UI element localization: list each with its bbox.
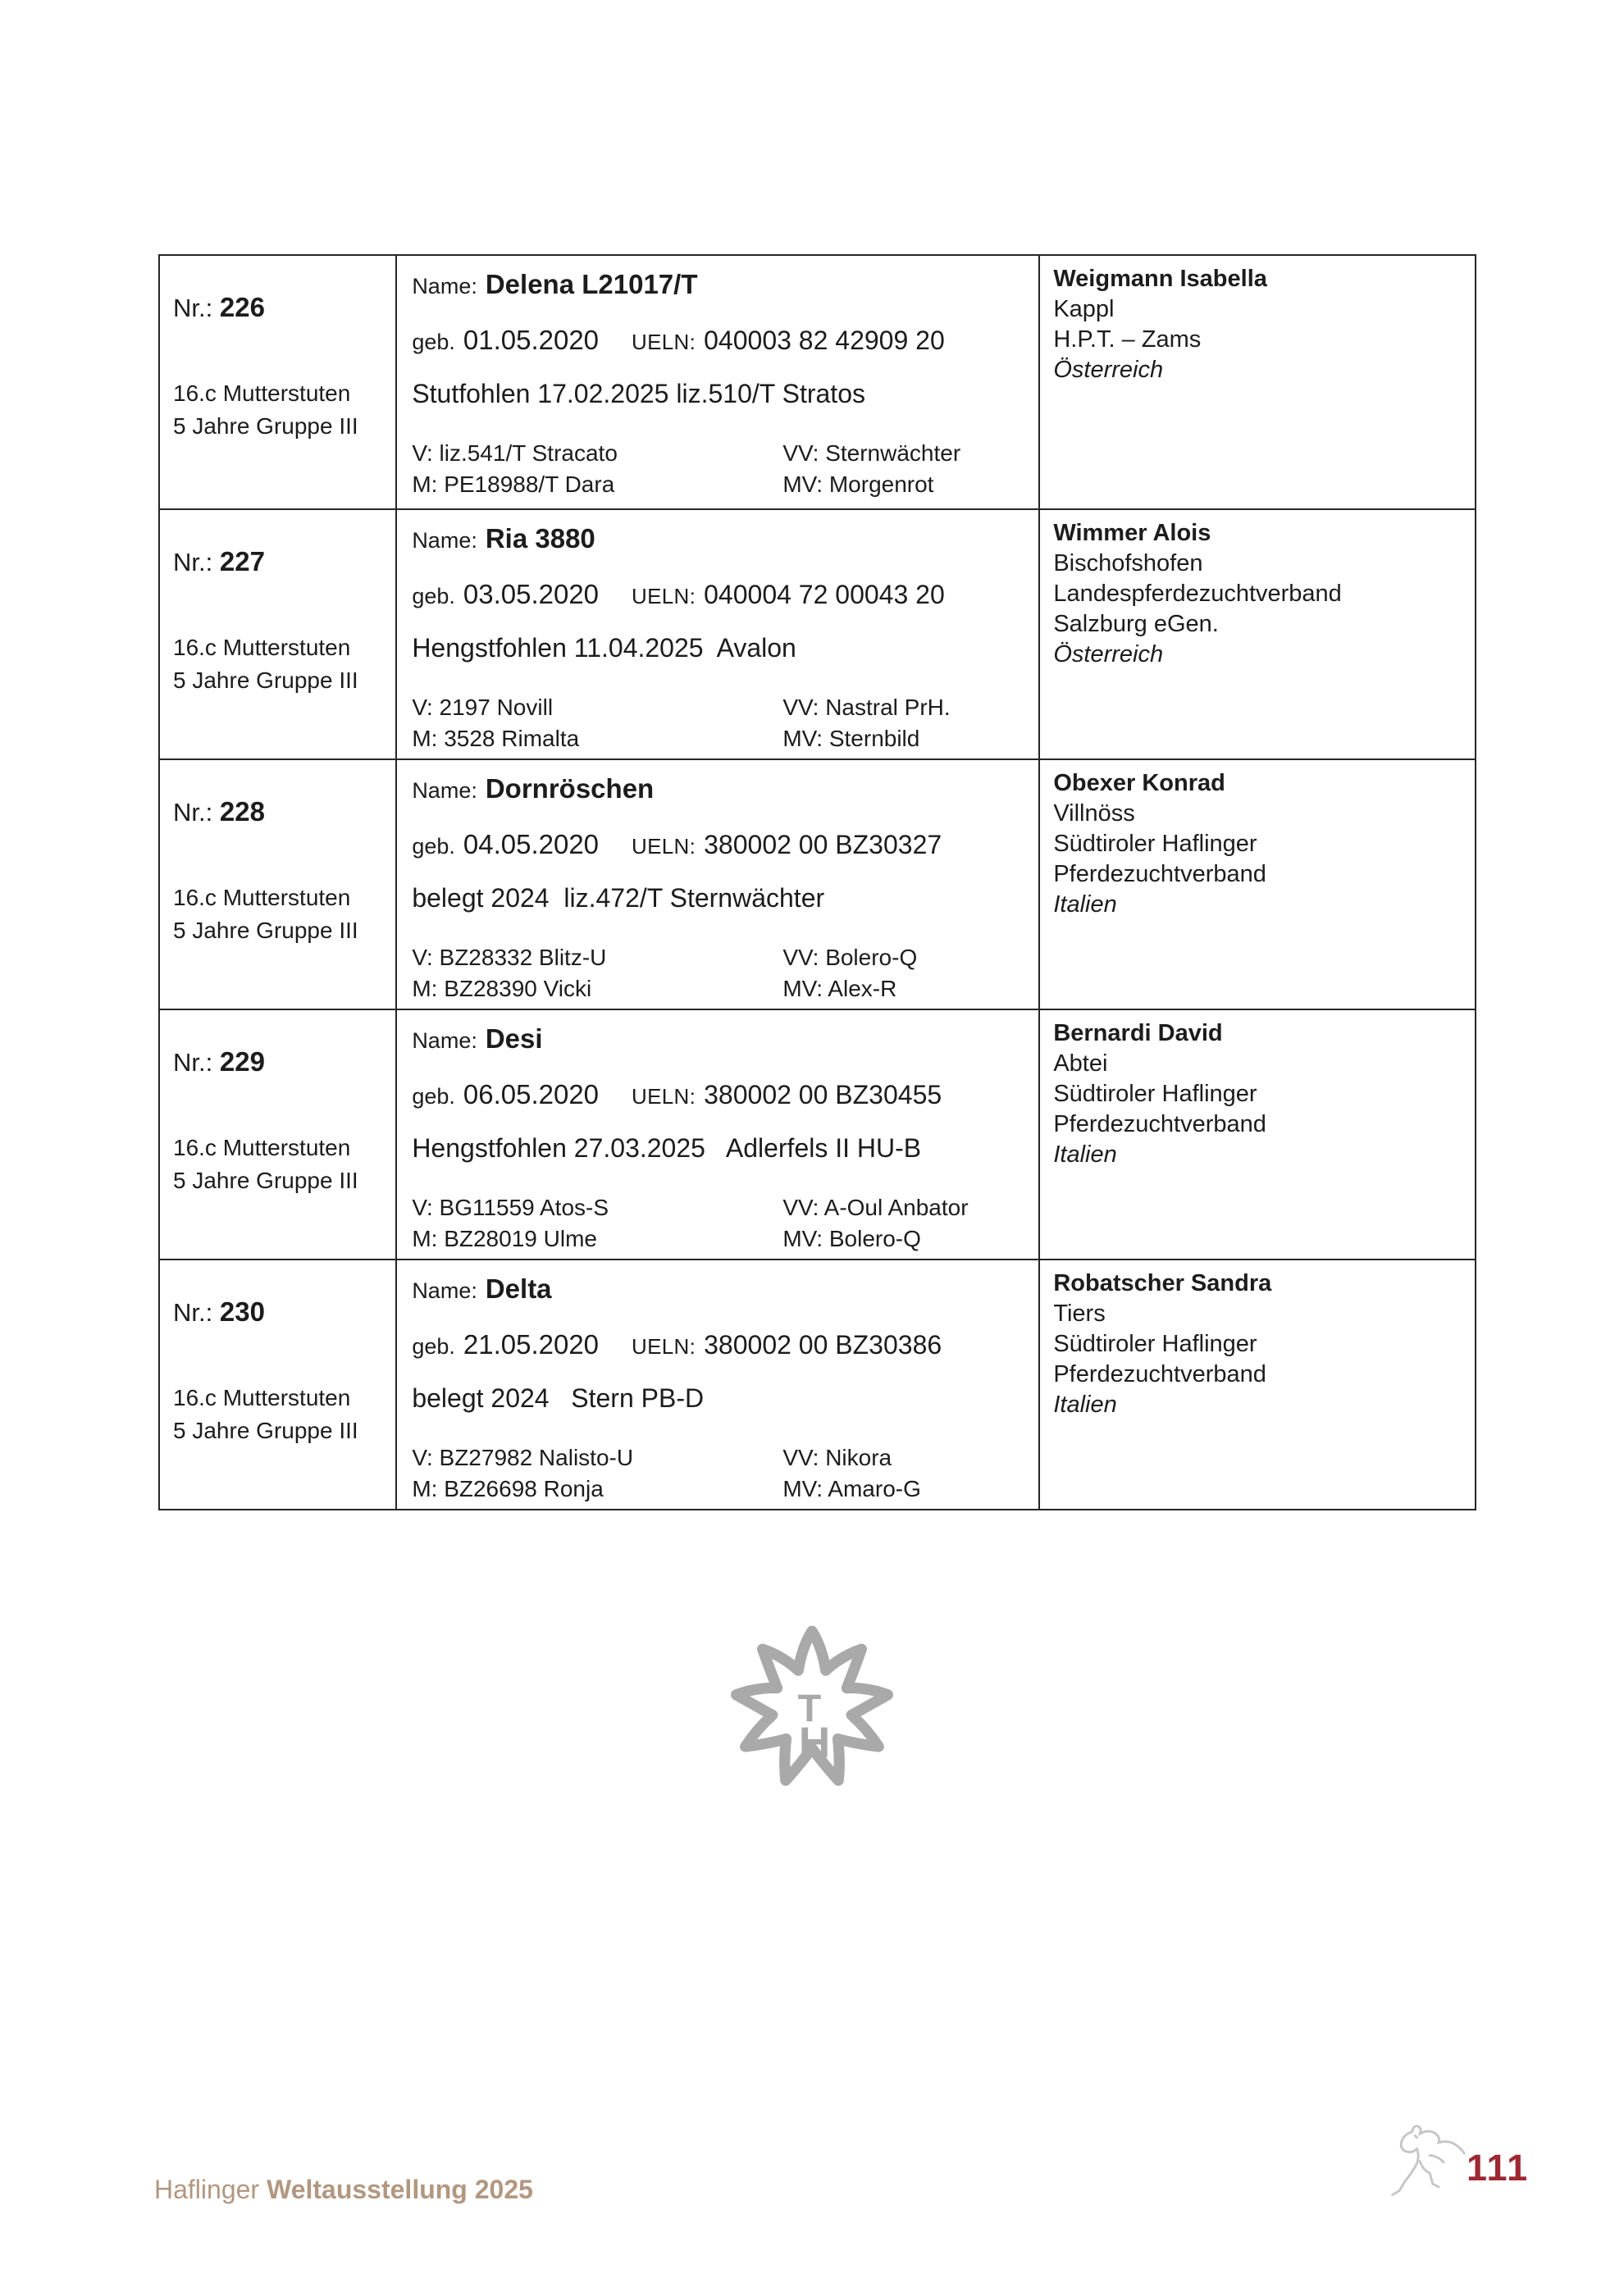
dams-sire: Alex-R [828,976,897,1001]
owner-country: Österreich [1053,641,1164,667]
horse-details-cell [395,1260,1038,1509]
owner-name: Obexer Konrad [1053,770,1225,796]
sires-sire-label: VV: [782,1445,819,1470]
dams-sire: Sternbild [828,726,920,751]
owner-association2: Pferdezuchtverband [1053,1111,1266,1137]
entry-number-cell [160,1260,395,1509]
class-line: 16.c Mutterstuten [173,635,351,660]
sire: 2197 Novill [439,695,554,720]
owner-name: Bernardi David [1053,1020,1223,1046]
dam: PE18988/T Dara [444,472,615,497]
entry-number-cell [160,760,395,1009]
sire: BG11559 Atos-S [439,1195,609,1220]
horse-outline-icon [1380,2114,1478,2216]
ueln-number: 380002 00 BZ30455 [704,1080,942,1109]
ueln-number: 040003 82 42909 20 [704,326,945,355]
pedigree [412,1445,1030,1507]
sires-sire: Sternwächter [825,440,961,466]
sires-sire: A-Oul Anbator [823,1195,969,1220]
entry-number-cell [160,256,395,508]
sires-sire-label: VV: [782,1195,819,1220]
ueln-label: UELN: [632,834,696,859]
pedigree [412,695,1030,757]
dam: BZ28390 Vicki [444,976,592,1001]
sire-label: V: [412,440,433,466]
owner-place: Villnöss [1053,800,1135,827]
catalog-number: 230 [219,1296,265,1327]
sires-sire-label: VV: [782,440,819,466]
dam: BZ26698 Ronja [444,1476,604,1501]
horse-name: Delena L21017/T [485,269,698,299]
name-label: Name: [412,778,477,803]
sire-label: V: [412,945,433,970]
dams-sire-label: MV: [782,1226,823,1251]
owner-place: Tiers [1053,1301,1106,1327]
owner-association: Südtiroler Haflinger [1053,1331,1257,1357]
catalog-number: 227 [219,546,265,576]
owner-name: Wimmer Alois [1053,520,1211,546]
birth-date: 21.05.2020 [463,1329,600,1360]
foal-status: Hengstfohlen 27.03.2025 Adlerfels II HU-B [412,1133,922,1163]
name-label: Name: [412,1278,477,1303]
catalog-number: 226 [219,292,265,322]
entry-row-230 [160,1259,1475,1509]
owner-cell [1038,1260,1475,1509]
foal-status: belegt 2024 liz.472/T Sternwächter [412,883,825,913]
sires-sire: Nikora [825,1445,892,1470]
catalog-number: 229 [219,1046,265,1077]
nr-label: Nr.: [173,548,213,576]
horse-details-cell [395,1010,1038,1259]
entry-row-228 [160,758,1475,1009]
dam: 3528 Rimalta [444,726,580,751]
sires-sire-label: VV: [782,695,819,720]
horse-name: Delta [485,1273,552,1304]
nr-label: Nr.: [173,1298,213,1327]
pedigree [412,1195,1030,1257]
owner-cell [1038,256,1475,508]
ueln-number: 380002 00 BZ30327 [704,830,942,859]
nr-label: Nr.: [173,1048,213,1077]
sire: liz.541/T Stracato [439,440,618,466]
page-number: 111 [1467,2147,1530,2189]
dam: BZ28019 Ulme [444,1226,597,1251]
owner-cell [1038,760,1475,1009]
foal-status: belegt 2024 Stern PB-D [412,1383,705,1413]
ueln-label: UELN: [632,330,696,354]
nr-label: Nr.: [173,294,213,322]
entry-row-226 [160,256,1475,508]
dam-label: M: [412,1226,438,1251]
sires-sire-label: VV: [782,945,819,970]
owner-place: Kappl [1053,296,1115,322]
horse-details-cell [395,256,1038,508]
dam-label: M: [412,726,438,751]
ueln-label: UELN: [632,584,696,608]
geb-label: geb. [412,330,455,354]
dams-sire: Amaro-G [828,1476,921,1501]
geb-label: geb. [412,1084,455,1109]
geb-label: geb. [412,834,455,859]
dams-sire: Morgenrot [828,472,934,497]
group-line: 5 Jahre Gruppe III [173,413,358,439]
birth-date: 03.05.2020 [463,579,600,609]
sire: BZ28332 Blitz-U [439,945,607,970]
group-line: 5 Jahre Gruppe III [173,667,358,693]
owner-association2: Pferdezuchtverband [1053,1361,1266,1387]
footer-brand-light: Haflinger [154,2175,260,2204]
dam-label: M: [412,976,438,1001]
geb-label: geb. [412,584,455,608]
owner-place: Abtei [1053,1050,1108,1077]
entry-table [158,254,1476,1510]
dams-sire-label: MV: [782,976,823,1001]
dams-sire-label: MV: [782,1476,823,1501]
birth-date: 04.05.2020 [463,829,600,859]
dam-label: M: [412,472,438,497]
logo-letter-h: H [798,1719,831,1768]
owner-cell [1038,1010,1475,1259]
owner-country: Italien [1053,1392,1117,1418]
entry-row-229 [160,1009,1475,1259]
horse-name: Desi [485,1023,543,1054]
class-line: 16.c Mutterstuten [173,885,351,910]
name-label: Name: [412,528,477,553]
horse-name: Dornröschen [485,773,655,804]
name-label: Name: [412,274,477,298]
owner-name: Robatscher Sandra [1053,1270,1272,1296]
horse-name: Ria 3880 [485,523,595,554]
class-line: 16.c Mutterstuten [173,1135,351,1160]
sires-sire: Bolero-Q [825,945,918,970]
name-label: Name: [412,1028,477,1053]
geb-label: geb. [412,1334,455,1359]
ueln-label: UELN: [632,1334,696,1359]
entry-row-227 [160,508,1475,758]
owner-association: Südtiroler Haflinger [1053,831,1257,857]
pedigree [412,945,1030,1007]
logo-letter-t: T [797,1687,822,1730]
group-line: 5 Jahre Gruppe III [173,918,358,943]
birth-date: 06.05.2020 [463,1079,600,1109]
ueln-number: 380002 00 BZ30386 [704,1330,942,1360]
sires-sire: Nastral PrH. [825,695,951,720]
owner-association2: Pferdezuchtverband [1053,861,1266,887]
footer-brand-bold: Weltausstellung 2025 [267,2175,533,2204]
sire-label: V: [412,1445,433,1470]
birth-date: 01.05.2020 [463,325,600,355]
owner-name: Weigmann Isabella [1053,266,1267,292]
class-line: 16.c Mutterstuten [173,380,351,406]
horse-details-cell [395,510,1038,758]
dams-sire-label: MV: [782,726,823,751]
entry-number-cell [160,1010,395,1259]
dams-sire-label: MV: [782,472,823,497]
entry-number-cell [160,510,395,758]
pedigree [412,440,1030,503]
sire-label: V: [412,695,433,720]
edelweiss-th-logo-icon [728,1622,896,1789]
horse-details-cell [395,760,1038,1009]
owner-association: Landespferdezuchtverband [1053,581,1342,607]
foal-status: Stutfohlen 17.02.2025 liz.510/T Stratos [412,379,865,408]
ueln-number: 040004 72 00043 20 [704,580,945,609]
owner-association: Südtiroler Haflinger [1053,1081,1257,1107]
owner-association: H.P.T. – Zams [1053,326,1202,353]
dam-label: M: [412,1476,438,1501]
sire: BZ27982 Nalisto-U [439,1445,634,1470]
group-line: 5 Jahre Gruppe III [173,1168,358,1193]
ueln-label: UELN: [632,1084,696,1109]
owner-cell [1038,510,1475,758]
dams-sire: Bolero-Q [828,1226,921,1251]
group-line: 5 Jahre Gruppe III [173,1418,358,1443]
footer-brand [154,2175,533,2205]
foal-status: Hengstfohlen 11.04.2025 Avalon [412,633,796,663]
sire-label: V: [412,1195,433,1220]
class-line: 16.c Mutterstuten [173,1385,351,1410]
owner-country: Italien [1053,891,1117,918]
nr-label: Nr.: [173,798,213,827]
owner-country: Italien [1053,1141,1117,1168]
owner-place: Bischofshofen [1053,550,1203,576]
catalog-number: 228 [219,796,265,827]
owner-association2: Salzburg eGen. [1053,611,1219,637]
owner-country: Österreich [1053,357,1164,383]
